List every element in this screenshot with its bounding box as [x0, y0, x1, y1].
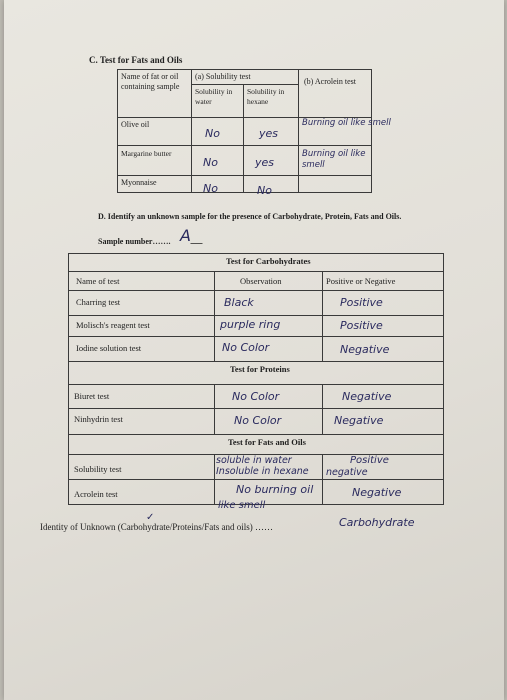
name-of-test-header: Name of test — [76, 276, 120, 286]
fat-test-result-1: Positive — [350, 455, 389, 466]
worksheet-page — [4, 0, 504, 700]
carb-test-result: Positive — [340, 296, 383, 309]
fat-test-result-1: Negative — [352, 486, 402, 499]
row-name: Olive oil — [121, 120, 150, 129]
carb-test-name: Iodine solution test — [76, 343, 142, 353]
row-hexane: yes — [255, 156, 275, 169]
protein-test-obs: No Color — [232, 390, 280, 403]
fat-test-result-2: negative — [326, 467, 368, 478]
proteins-header: Test for Proteins — [230, 364, 290, 374]
fat-test-obs-1: No burning oil — [236, 483, 314, 496]
carb-test-name: Charring test — [76, 297, 121, 307]
carb-test-obs: Black — [224, 296, 254, 309]
carb-test-result: Positive — [340, 319, 383, 332]
carb-test-obs: purple ring — [220, 318, 281, 331]
protein-test-result: Negative — [334, 414, 384, 427]
row-water: No — [205, 127, 220, 140]
row-acrolein: Burning oil like smell — [302, 149, 366, 170]
fats-oils-header: Test for Fats and Oils — [228, 437, 306, 447]
section-c-title: C. Test for Fats and Oils — [89, 55, 183, 65]
protein-test-result: Negative — [342, 390, 392, 403]
sample-number-dots: ............ — [190, 237, 202, 246]
identity-label: Identity of Unknown (Carbohydrate/Proteins/Fats and oils) …… — [40, 522, 273, 532]
carb-test-obs: No Color — [222, 341, 270, 354]
col-header-water: Solubility in water — [195, 87, 233, 106]
fat-test-obs-2: Insoluble in hexane — [216, 466, 309, 477]
fat-test-obs-1: soluble in water — [216, 455, 292, 466]
col-header-acrolein: (b) Acrolein test — [304, 77, 356, 86]
col-header-solubility: (a) Solubility test — [195, 72, 251, 81]
row-name: Margarine butter — [121, 149, 172, 158]
sample-number-value: A — [180, 226, 191, 245]
row-water: No — [203, 156, 218, 169]
observation-header: Observation — [240, 276, 282, 286]
carb-test-name: Molisch's reagent test — [76, 320, 150, 330]
row-hexane: No — [257, 184, 272, 197]
carb-test-result: Negative — [340, 343, 390, 356]
protein-test-obs: No Color — [234, 414, 282, 427]
row-hexane: yes — [259, 127, 279, 140]
section-d-title: D. Identify an unknown sample for the presence of Carbohydrate, Protein, Fats and Oils. — [98, 212, 402, 221]
result-header: Positive or Negative — [326, 276, 396, 286]
protein-test-name: Ninhydrin test — [74, 414, 123, 424]
sample-number-label: Sample number……. — [98, 237, 171, 246]
carbohydrates-header: Test for Carbohydrates — [226, 256, 311, 266]
fat-test-name: Acrolein test — [74, 489, 118, 499]
col-header-sample: Name of fat or oil containing sample — [121, 72, 180, 91]
protein-test-name: Biuret test — [74, 391, 110, 401]
row-water: No — [203, 182, 218, 195]
check-mark: ✓ — [146, 512, 155, 523]
fat-test-obs-2: like smell — [218, 500, 266, 511]
row-name: Myonnaise — [121, 178, 157, 187]
fat-test-name: Solubility test — [74, 464, 122, 474]
row-acrolein: Burning oil like smell — [302, 118, 391, 128]
col-header-hexane: Solubility in hexane — [247, 87, 285, 106]
identity-value: Carbohydrate — [339, 516, 415, 529]
